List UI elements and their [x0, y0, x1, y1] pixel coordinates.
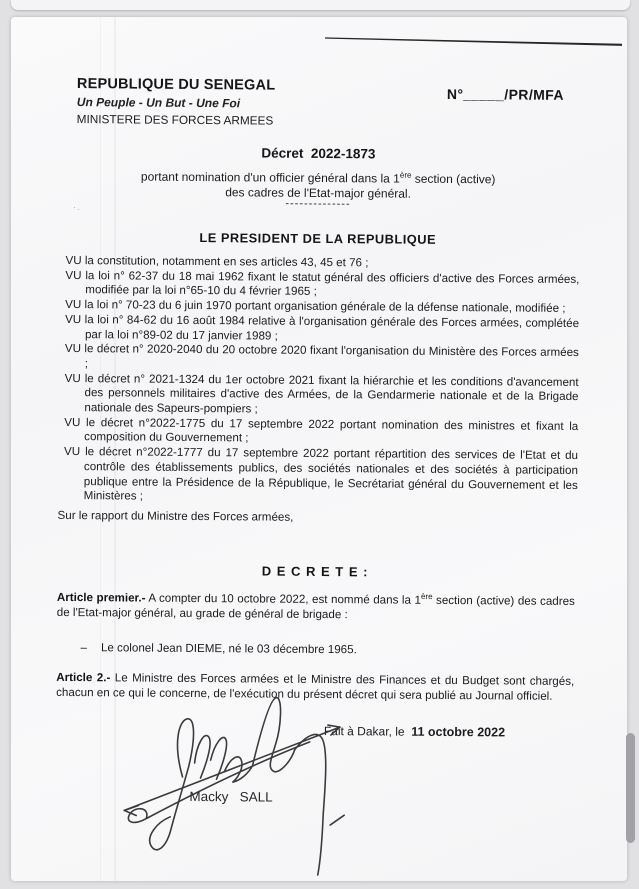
ordinal-superscript: ère: [420, 591, 433, 601]
national-motto: Un Peuple - Un But - Une Foi: [76, 95, 241, 111]
decree-subject-line1: portant nomination d'un officier général dans la 1ère section (active): [140, 169, 496, 187]
appointee-line: [80, 641, 356, 656]
previous-page-edge: [11, 0, 630, 10]
country-title: REPUBLIQUE DU SENEGAL: [76, 76, 276, 94]
article-2-label: Article 2.-: [56, 670, 111, 685]
decrete-heading: D E C R E T E :: [261, 563, 369, 580]
article-1-label: Article premier.-: [56, 590, 146, 605]
scanned-decree-page: [11, 17, 627, 881]
signature-scribble: [94, 680, 416, 881]
article-2-paragraph: Article 2.- Le Ministre des Forces armées et le Ministre des Finances et du Budget sont chargés, chacun en ce qui le concerne, de l'exécution du présent décret qui sera publié au Journal officiel.: [56, 670, 575, 703]
visa-item: VU le décret n° 2021-1324 du 1er octobre 2021 fixant la hiérarchie et les conditions d'avancement des personnels militaires d'active des Armées, de la Gendarmerie nationale et de la Brigade nationale des Sapeurs-pompiers ;: [64, 371, 579, 416]
decree-subject-line2: des cadres de l'Etat-major général.: [225, 185, 412, 201]
decree-date: 11 octobre 2022: [411, 724, 506, 740]
scan-smudge: ·.: [73, 203, 82, 212]
ordinal-superscript: ère: [399, 170, 412, 180]
decree-reference-number: N°_____/PR/MFA: [446, 85, 564, 103]
place-and-date-line: Fait à Dakar, le 11 octobre 2022: [323, 724, 506, 740]
visa-item: VU le décret n°2022-1777 du 17 septembre 2022 portant répartition des services de l'Etat et du contrôle des établissements publics, des sociétés nationales et des sociétés à participation publique entre la Présidence de la République, le Secrétariat général du Gouvernement et les Ministères ;: [64, 445, 579, 503]
scrollbar-thumb[interactable]: [626, 733, 635, 843]
signer-name: Macky SALL: [189, 788, 273, 805]
visas-list: [57, 253, 580, 528]
article-1-paragraph: Article premier.- A compter du 10 octobre 2022, est nommé dans la 1ère section (active) des cadres de l'Etat-major général, au grade de général de brigade :: [56, 590, 575, 621]
report-line: Sur le rapport du Ministre des Forces armées,: [57, 508, 294, 524]
visa-item: VU la loi n° 70-23 du 6 juin 1970 portant organisation générale de la défense nationale, modifiée ;: [65, 298, 566, 316]
visa-item: VU la loi n° 62-37 du 18 mai 1962 fixant le statut général des officiers d'active des Forces armées, modifiée par la loi n°65-10 du 4 février 1965 ;: [65, 268, 580, 299]
visa-item: VU le décret n° 2020-2040 du 20 octobre 2020 fixant l'organisation du Ministère des Forces armées ;: [64, 342, 579, 371]
list-dash: –: [80, 641, 88, 655]
decree-content: [11, 17, 627, 881]
appointee-text: Le colonel Jean DIEME, né le 03 décembre 1965.: [100, 641, 357, 657]
authority-heading: LE PRESIDENT DE LA REPUBLIQUE: [199, 230, 437, 247]
visa-item: VU la loi n° 84-62 du 16 août 1984 relative à l'organisation générale des Forces armées, complétée par la loi n°89-02 du 17 janvier 1989 ;: [65, 312, 580, 343]
separator-dashes: --------------: [285, 197, 351, 211]
decree-title: Décret 2022-1873: [261, 145, 376, 162]
visa-item: VU la constitution, notamment en ses articles 43, 45 et 76 ;: [65, 253, 369, 270]
ministry-name: MINISTERE DES FORCES ARMEES: [76, 112, 274, 128]
visa-item: VU le décret n°2022-1775 du 17 septembre 2022 portant nomination des ministres et fixant la composition du Gouvernement ;: [64, 415, 579, 445]
